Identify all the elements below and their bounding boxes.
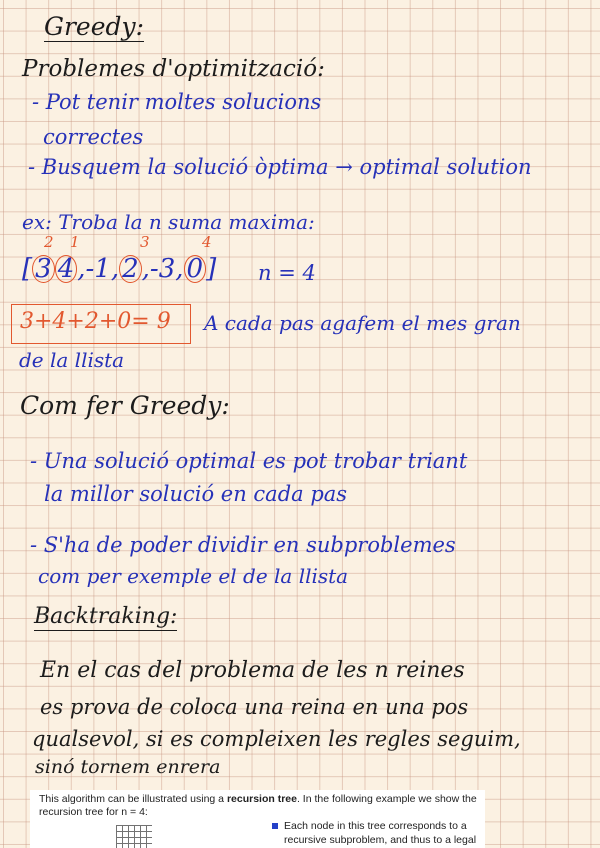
excerpt-bold-term: recursion tree: [226, 793, 297, 805]
greedy-title: Greedy:: [44, 12, 145, 41]
array-bracket: ]: [206, 254, 217, 284]
index-label: 3: [140, 233, 150, 251]
array-value-circled: 3: [32, 255, 55, 283]
backtracking-text: sinó tornem enrera: [35, 756, 221, 778]
excerpt-line: recursion tree for n = 4:: [39, 806, 148, 818]
backtracking-text: es prova de coloca una reina en una pos: [40, 695, 469, 719]
bullet-subproblems-cont: com per exemple el de la llista: [38, 564, 349, 588]
array-value-circled: 0: [184, 255, 207, 283]
bullet-optimal-each-step: - Una solució optimal es pot trobar triant: [30, 449, 468, 473]
index-label: 4: [202, 233, 212, 251]
excerpt-bullet-text: recursive subproblem, and thus to a legal: [284, 834, 477, 846]
array-value-circled: 2: [119, 255, 142, 283]
index-label: 1: [70, 233, 80, 251]
array-size: n = 4: [258, 261, 316, 285]
optimization-heading: Problemes d'optimització:: [22, 56, 325, 82]
sum-description-cont: de la llista: [19, 348, 125, 372]
bullet-subproblems: - S'ha de poder dividir en subproblemes: [30, 533, 456, 557]
excerpt-line: [39, 793, 477, 805]
sum-result: 3+4+2+0= 9: [20, 309, 171, 334]
bullet-multiple-solutions: - Pot tenir moltes solucions: [32, 90, 322, 114]
example-array: [22, 255, 216, 283]
excerpt-bullet-text: Each node in this tree corresponds to a: [284, 820, 467, 832]
index-label: 2: [44, 233, 54, 251]
sum-description: A cada pas agafem el mes gran: [204, 311, 521, 335]
backtracking-text: qualsevol, si es compleixen les regles seguim,: [32, 727, 521, 751]
excerpt-text: . In the following example we show the: [296, 793, 477, 805]
array-bracket: [: [22, 254, 33, 284]
array-value-circled: 4: [55, 255, 78, 283]
array-values: ,-1,: [77, 254, 120, 284]
square-bullet-icon: [272, 823, 278, 829]
pasted-textbook-excerpt: [30, 790, 485, 848]
bullet-optimal-each-step-cont: la millor solució en cada pas: [44, 482, 348, 506]
array-values: ,-3,: [141, 254, 184, 284]
howto-heading: Com fer Greedy:: [20, 391, 230, 420]
bullet-multiple-solutions-cont: correctes: [43, 125, 144, 149]
example-line: ex: Troba la n suma maxima:: [22, 210, 315, 234]
recursion-tree-figure: [116, 825, 152, 848]
backtracking-heading: Backtraking:: [34, 604, 178, 629]
backtracking-text: En el cas del problema de les n reines: [40, 658, 465, 683]
excerpt-text: This algorithm can be illustrated using a: [39, 793, 227, 805]
bullet-optimal-solution: - Busquem la solució òptima → optimal solution: [28, 155, 532, 179]
